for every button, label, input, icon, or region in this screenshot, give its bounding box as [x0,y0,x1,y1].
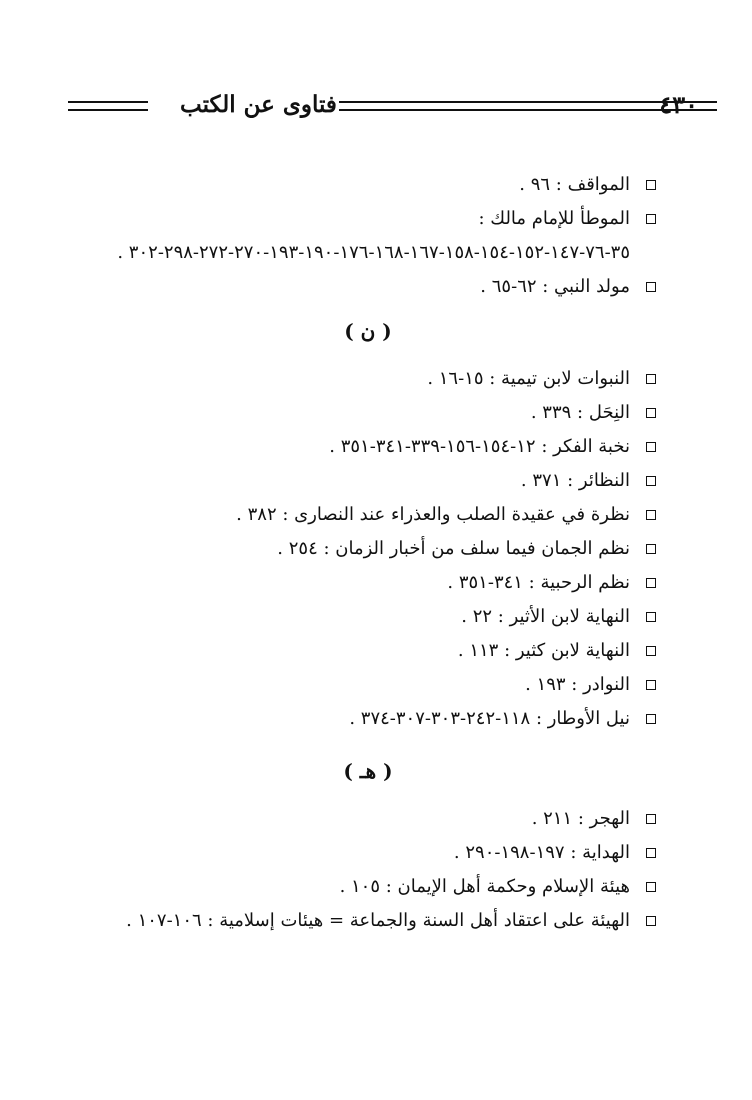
index-entry [60,802,656,836]
entry-text: الهداية : ١٩٧-١٩٨-٢٩٠ . [453,842,630,863]
square-bullet-icon [646,476,656,486]
entry-text: الهجر : ٢١١ . [531,808,630,829]
square-bullet-icon [646,612,656,622]
square-bullet-icon [646,848,656,858]
entry-text: الهيئة على اعتقاد أهل السنة والجماعة = هيئات إسلامية : ١٠٦-١٠٧ . [126,910,630,931]
index-entry [60,362,656,396]
square-bullet-icon [646,814,656,824]
entry-text: نظم الجمان فيما سلف من أخبار الزمان : ٢٥٤ . [277,538,630,559]
index-entry [60,202,656,270]
square-bullet-icon [646,578,656,588]
square-bullet-icon [646,510,656,520]
square-bullet-icon [646,680,656,690]
entry-text: النوادر : ١٩٣ . [525,674,630,695]
index-entry [60,600,656,634]
entry-text: نظرة في عقيدة الصلب والعذراء عند النصارى : ٣٨٢ . [236,504,630,525]
entry-text: النِحَل : ٣٣٩ . [530,402,630,423]
square-bullet-icon [646,282,656,292]
square-bullet-icon [646,916,656,926]
entry-text: هيئة الإسلام وحكمة أهل الإيمان : ١٠٥ . [339,876,630,897]
square-bullet-icon [646,882,656,892]
entry-text: المواقف : ٩٦ . [519,174,630,195]
index-entry [60,168,656,202]
section-heading-nun: ( ن ) [344,319,392,343]
entry-text: النهاية لابن كثير : ١١٣ . [457,640,630,661]
index-entries [60,168,656,938]
page-number: ٤٣٠ [659,90,698,119]
square-bullet-icon [646,214,656,224]
index-entry [60,702,656,736]
index-entry [60,464,656,498]
index-entry [60,836,656,870]
index-entry [60,668,656,702]
entry-text: نظم الرحبية : ٣٤١-٣٥١ . [447,572,630,593]
entry-text: نخبة الفكر : ١٢-١٥٤-١٥٦-٣٣٩-٣٤١-٣٥١ . [329,436,630,457]
header-rule-left [68,101,148,111]
entry-text: نيل الأوطار : ١١٨-٢٤٢-٣٠٣-٣٠٧-٣٧٤ . [349,708,630,729]
square-bullet-icon [646,180,656,190]
square-bullet-icon [646,408,656,418]
entry-text: النظائر : ٣٧١ . [520,470,630,491]
index-entry [60,532,656,566]
section-heading-ha: ( هـ ) [343,759,393,783]
index-entry [60,498,656,532]
index-entry [60,634,656,668]
index-entry [60,270,656,304]
square-bullet-icon [646,544,656,554]
square-bullet-icon [646,442,656,452]
square-bullet-icon [646,646,656,656]
index-entry [60,430,656,464]
entry-text: النبوات لابن تيمية : ١٥-١٦ . [427,368,630,389]
square-bullet-icon [646,714,656,724]
index-entry [60,396,656,430]
index-entry [60,870,656,904]
square-bullet-icon [646,374,656,384]
book-title: فتاوى عن الكتب [180,91,337,118]
index-entry [60,904,656,938]
entry-text: النهاية لابن الأثير : ٢٢ . [461,606,630,627]
index-entry [60,566,656,600]
entry-text: الموطأ للإمام مالك : ٣٥-٧٦-١٤٧-١٥٢-١٥٤-١٥٨-١٦٧-١٦٨-١٧٦-١٩٠-١٩٣-٢٧٠-٢٧٢-٢٩٨-٣٠٢ . [117,208,630,263]
entry-text: مولد النبي : ٦٢-٦٥ . [480,276,630,297]
page-header [62,88,698,122]
